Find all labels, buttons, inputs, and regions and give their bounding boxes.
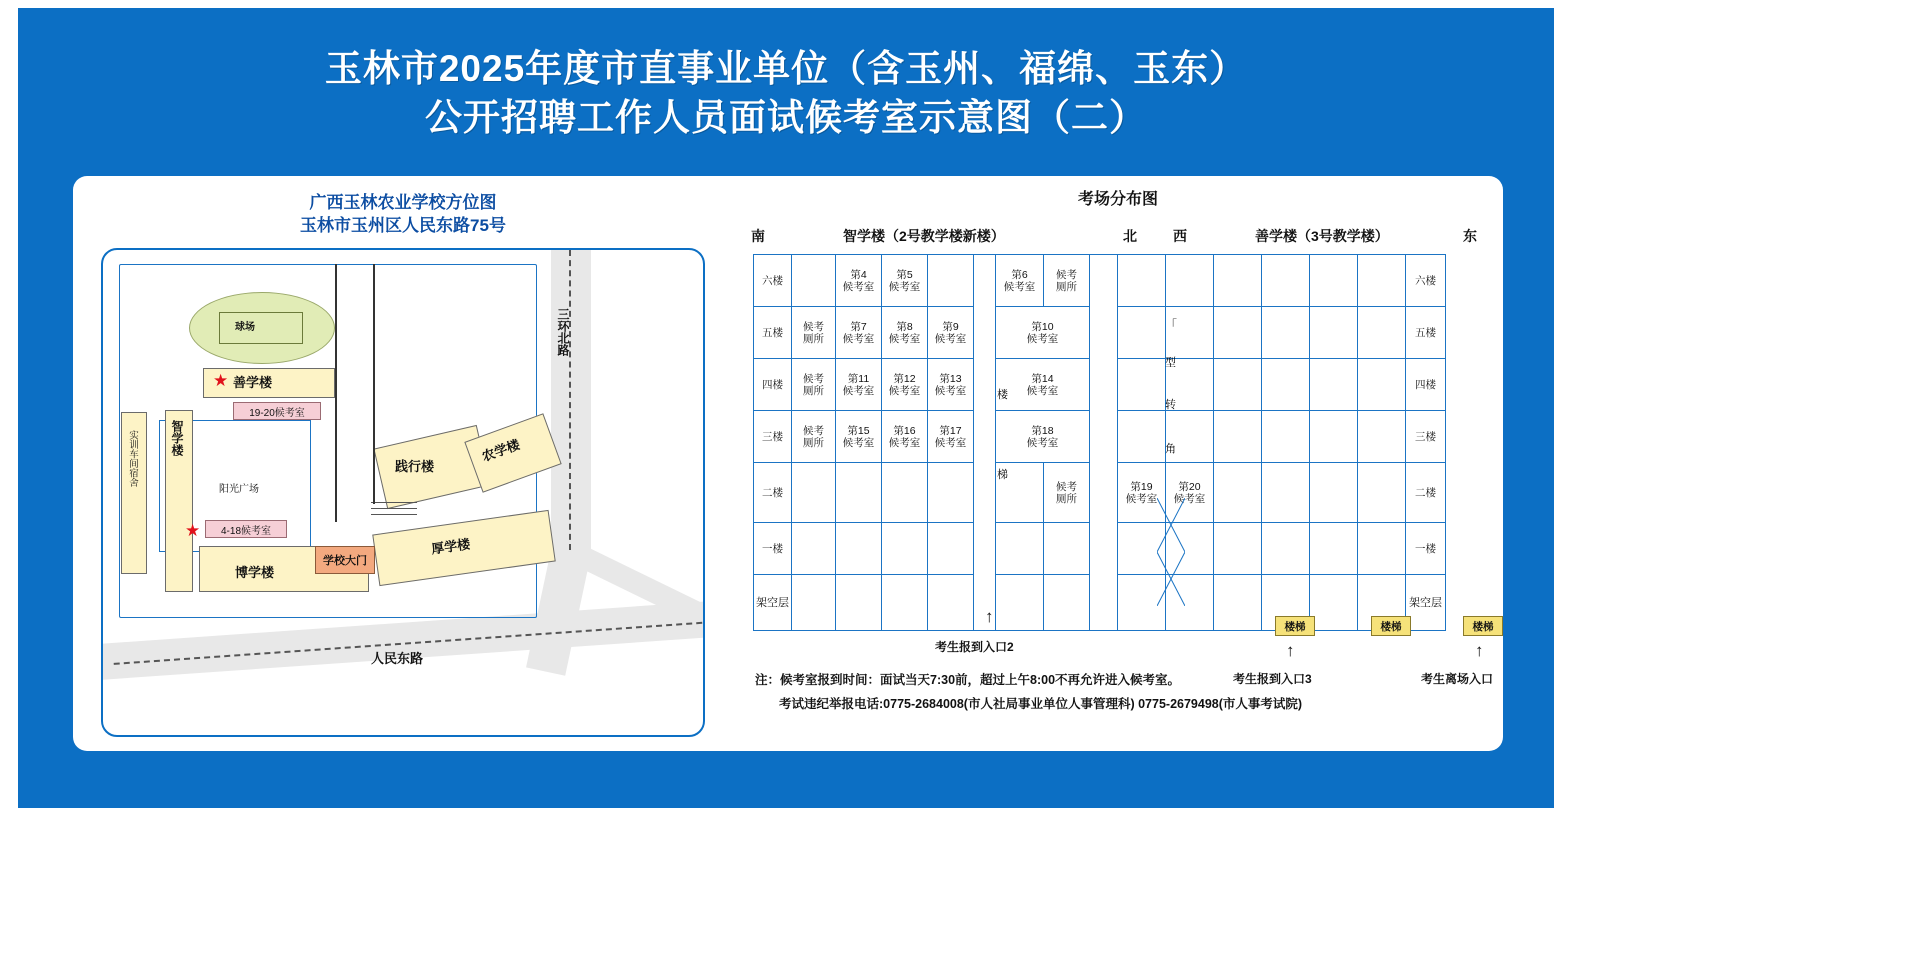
header-right-building: 善学楼（3号教学楼） [1255, 228, 1389, 244]
floor-label-right-4: 四楼 [1406, 359, 1446, 411]
cell-L-6-3: 第5 候考室 [882, 255, 928, 307]
cell-L-6-6: 第6 候考室 [996, 255, 1044, 307]
floor-label-left-5: 五楼 [754, 307, 792, 359]
exam-layout-title: 考场分布图 [1077, 191, 1158, 208]
cell-L-5-6: 第10 候考室 [996, 307, 1090, 359]
floor-label-left-6: 六楼 [754, 255, 792, 307]
exit-label: 考生离场入口 [1421, 672, 1494, 686]
cell-R-6-3 [1214, 255, 1262, 307]
floor-label-right-2: 二楼 [1406, 463, 1446, 523]
room-tag-4-18[interactable]: 4-18候考室 [205, 520, 287, 538]
building-houxue-label: 厚学楼 [430, 536, 472, 557]
cell-R-3-6 [1358, 411, 1406, 463]
direction-west: 西 [1173, 228, 1187, 244]
map-path-lines-3 [371, 514, 417, 515]
stair-tag-2: 楼梯 [1371, 616, 1411, 636]
campus-map-section [73, 176, 733, 751]
cell-R-1-3 [1214, 523, 1262, 575]
cell-R-5-5 [1310, 307, 1358, 359]
cell-L-0-2 [836, 575, 882, 631]
cell-L-6-2: 第4 候考室 [836, 255, 882, 307]
corner-hatch-icon [1157, 498, 1185, 606]
map-title-line1: 广西玉林农业学校方位图 [309, 193, 497, 212]
corner-char-3: 转 [1165, 399, 1176, 411]
direction-east: 东 [1463, 228, 1477, 244]
cell-L-4-4: 第13 候考室 [928, 359, 974, 411]
cell-L-1-7 [1044, 523, 1090, 575]
cell-R-6-5 [1310, 255, 1358, 307]
cell-L-5-1: 候考 厕所 [792, 307, 836, 359]
floor-label-left-1: 一楼 [754, 523, 792, 575]
cell-R-4-6 [1358, 359, 1406, 411]
cell-R-3-3 [1214, 411, 1262, 463]
cell-R-1-5 [1310, 523, 1358, 575]
cell-L-5-2: 第7 候考室 [836, 307, 882, 359]
cell-R-2-5 [1310, 463, 1358, 523]
cell-L-4-3: 第12 候考室 [882, 359, 928, 411]
floor-label-left-3: 三楼 [754, 411, 792, 463]
map-road-vert-2 [373, 264, 375, 504]
floor-label-left-2: 二楼 [754, 463, 792, 523]
cell-R-6-4 [1262, 255, 1310, 307]
map-path-lines [371, 502, 417, 503]
entrance-label-2: 考生报到入口2 [935, 640, 1014, 654]
content-card [73, 176, 1503, 751]
cell-L-1-1 [792, 523, 836, 575]
poster-panel [18, 8, 1554, 808]
building-shanxue-label: 善学楼 [233, 375, 273, 390]
sports-field-label: 球场 [235, 322, 255, 333]
cell-R-1-4 [1262, 523, 1310, 575]
stairwell-left [974, 255, 996, 631]
cell-L-4-6: 第14 候考室 [996, 359, 1090, 411]
cell-R-1-6 [1358, 523, 1406, 575]
cell-L-0-1 [792, 575, 836, 631]
arrow-up-icon-exit: ↑ [1475, 641, 1484, 660]
notes-block [755, 668, 1495, 716]
cell-L-6-4 [928, 255, 974, 307]
cell-R-3-5 [1310, 411, 1358, 463]
cell-R-2-6 [1358, 463, 1406, 523]
stair-tag-3: 楼梯 [1463, 616, 1503, 636]
floor-label-right-open: 架空层 [1406, 575, 1446, 631]
corner-label [1090, 255, 1118, 631]
cell-L-6-1 [792, 255, 836, 307]
cell-L-2-4 [928, 463, 974, 523]
school-gate[interactable]: 学校大门 [315, 546, 375, 574]
cell-L-4-2: 第11 候考室 [836, 359, 882, 411]
cell-R-4-1 [1118, 359, 1166, 411]
cell-L-3-1: 候考 厕所 [792, 411, 836, 463]
cell-R-4-4 [1262, 359, 1310, 411]
poster-title [18, 44, 1554, 142]
poster-title-line1: 玉林市2025年度市直事业单位（含玉州、福绵、玉东） [324, 48, 1248, 89]
map-title-line2: 玉林市玉州区人民东路75号 [300, 216, 506, 235]
building-nongxue-label: 农学楼 [479, 436, 522, 465]
arrow-up-icon-entrance3: ↑ [1286, 641, 1295, 660]
road-ring-label: 三环北路 [556, 308, 570, 356]
floor-label-left-open: 架空层 [754, 575, 792, 631]
cell-R-5-1 [1118, 307, 1166, 359]
map-path-lines-2 [371, 508, 417, 509]
cell-R-3-4 [1262, 411, 1310, 463]
cell-L-1-6 [996, 523, 1044, 575]
cell-R-0-3 [1214, 575, 1262, 631]
cell-L-4-1: 候考 厕所 [792, 359, 836, 411]
cell-R-2-3 [1214, 463, 1262, 523]
cell-R-0-5 [1310, 575, 1358, 631]
cell-R-4-5 [1310, 359, 1358, 411]
direction-south: 南 [751, 228, 765, 244]
entrance-label-3: 考生报到入口3 [1233, 672, 1312, 686]
floor-label-right-5: 五楼 [1406, 307, 1446, 359]
exam-layout-section [733, 176, 1503, 751]
cell-L-5-3: 第8 候考室 [882, 307, 928, 359]
cell-L-3-4: 第17 候考室 [928, 411, 974, 463]
cell-L-2-2 [836, 463, 882, 523]
floor-label-right-3: 三楼 [1406, 411, 1446, 463]
cell-L-0-3 [882, 575, 928, 631]
exam-grid-table [753, 254, 1446, 631]
building-workshop-label: 实训车间宿舍 [127, 430, 138, 487]
cell-L-2-7: 候考 厕所 [1044, 463, 1090, 523]
exam-grid [753, 254, 1483, 631]
corner-char-4: 角 [1165, 443, 1176, 455]
stairwell-left-char-2: 梯 [997, 469, 1008, 481]
cell-R-2-4 [1262, 463, 1310, 523]
building-zhixue-label: 智学楼 [170, 420, 184, 456]
cell-L-1-2 [836, 523, 882, 575]
note-line-2: 考试违纪举报电话:0775-2684008(市人社局事业单位人事管理科) 0775-2679498(市人事考试院) [779, 697, 1303, 711]
corner-char-2: 型 [1165, 357, 1176, 369]
floor-label-right-6: 六楼 [1406, 255, 1446, 307]
star-marker-boxue: ★ [185, 521, 201, 540]
cell-L-1-3 [882, 523, 928, 575]
stair-tag-1: 楼梯 [1275, 616, 1315, 636]
cell-L-3-3: 第16 候考室 [882, 411, 928, 463]
map-road-vert-1 [335, 264, 337, 522]
campus-map-frame [101, 248, 705, 737]
cell-R-6-2 [1166, 255, 1214, 307]
cell-R-4-3 [1214, 359, 1262, 411]
plaza-label: 阳光广场 [219, 484, 259, 495]
sports-field-track [219, 312, 303, 344]
cell-R-5-4 [1262, 307, 1310, 359]
header-left-building: 智学楼（2号教学楼新楼） [843, 228, 1005, 244]
cell-R-2-1: 第19 候考室 [1118, 463, 1166, 523]
cell-L-2-1 [792, 463, 836, 523]
building-boxue-label: 博学楼 [235, 565, 275, 580]
floor-label-left-4: 四楼 [754, 359, 792, 411]
road-dash-ring [569, 250, 571, 550]
poster-title-line2: 公开招聘工作人员面试候考室示意图（二） [425, 97, 1147, 138]
cell-L-3-2: 第15 候考室 [836, 411, 882, 463]
cell-R-6-6 [1358, 255, 1406, 307]
stairwell-left-char-1: 楼 [997, 389, 1008, 401]
cell-L-2-3 [882, 463, 928, 523]
note-line-1: 注：候考室报到时间：面试当天7:30前，超过上午8:00不再允许进入候考室。 [755, 673, 1181, 687]
cell-L-0-6 [996, 575, 1044, 631]
arrow-up-icon-entrance2: ↑ [985, 607, 994, 626]
direction-north: 北 [1123, 228, 1137, 244]
road-renmin-label: 人民东路 [371, 651, 424, 666]
cell-R-5-6 [1358, 307, 1406, 359]
corner-char-1: 「 [1165, 318, 1178, 332]
star-marker-shanxue: ★ [213, 371, 229, 390]
floor-label-right-1: 一楼 [1406, 523, 1446, 575]
road-ring-north [551, 248, 591, 570]
cell-L-0-7 [1044, 575, 1090, 631]
building-jianxing-label: 践行楼 [395, 459, 435, 474]
table-row [754, 255, 1446, 307]
cell-R-6-1 [1118, 255, 1166, 307]
cell-R-2-2: 第20 候考室 [1166, 463, 1214, 523]
cell-L-0-4 [928, 575, 974, 631]
cell-R-3-1 [1118, 411, 1166, 463]
cell-L-1-4 [928, 523, 974, 575]
room-tag-19-20[interactable]: 19-20候考室 [233, 402, 321, 420]
cell-L-5-4: 第9 候考室 [928, 307, 974, 359]
cell-L-3-6: 第18 候考室 [996, 411, 1090, 463]
cell-L-6-7: 候考 厕所 [1044, 255, 1090, 307]
cell-R-5-3 [1214, 307, 1262, 359]
